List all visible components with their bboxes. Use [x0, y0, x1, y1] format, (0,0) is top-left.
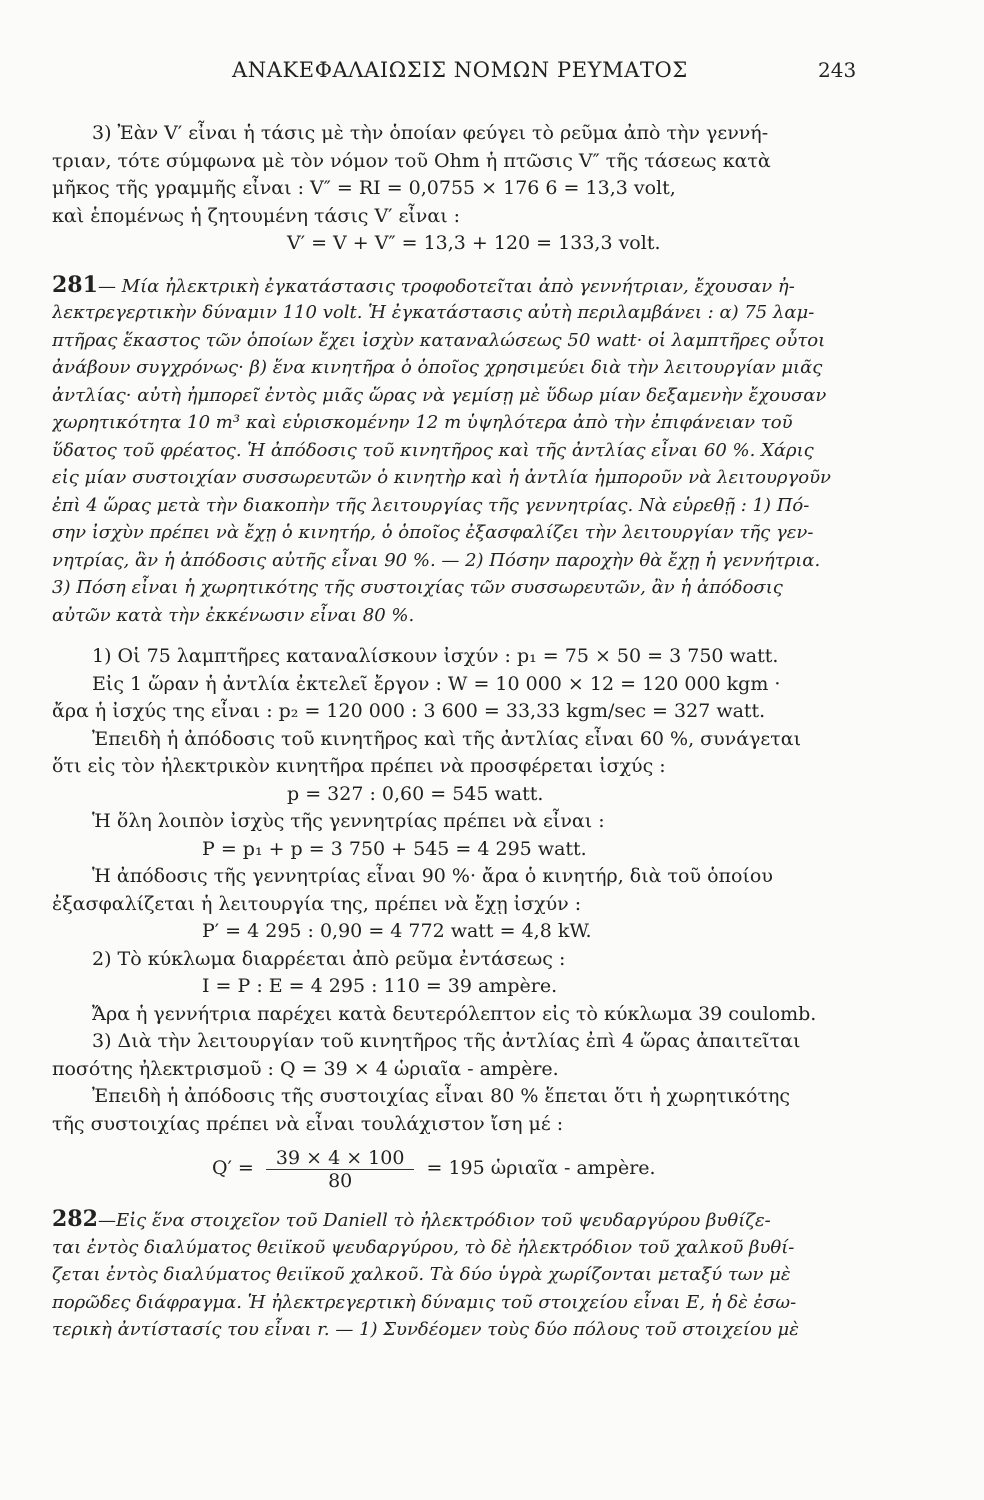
text-line: Ἡ ὅλη λοιπὸν ἰσχὺς τῆς γεννητρίας πρέπει νὰ εἶναι :	[92, 810, 605, 832]
fraction	[266, 1147, 415, 1192]
equation-line: P′ = 4 295 : 0,90 = 4 772 watt = 4,8 kW.	[202, 920, 592, 942]
text-line: αὐτῶν κατὰ τὴν ἐκκένωσιν εἶναι 80 %.	[52, 604, 415, 626]
text-line: — Μία ἠλεκτρικὴ ἐγκατάστασις τροφοδοτεῖται ἀπὸ γεννήτριαν, ἔχουσαν ἠ-	[97, 275, 795, 297]
text-line: πορῶδες διάφραγμα. Ἡ ἠλεκτρεγερτικὴ δύναμις τοῦ στοιχείου εἶναι Ε, ἡ δὲ ἐσω-	[52, 1291, 797, 1313]
text-line: —Εἰς ἕνα στοιχεῖον τοῦ Daniell τὸ ἠλεκτρόδιον τοῦ ψευδαργύρου βυθίζε-	[97, 1210, 771, 1231]
solution-281	[52, 643, 937, 1198]
text-line: ἐπὶ 4 ὥρας μετὰ τὴν διακοπὴν τῆς λειτουργίας τῆς γεννητρίας. Νὰ εὑρεθῇ : 1) Πό-	[52, 494, 810, 516]
text-line: Ἄρα ἡ γεννήτρια παρέχει κατὰ δευτερόλεπτον εἰς τὸ κύκλωμα 39 coulomb.	[92, 1002, 817, 1025]
text-line: Ἐπειδὴ ἡ ἀπόδοσις τοῦ κινητῆρος καὶ τῆς ἀντλίας εἶναι 60 %, συνάγεται	[92, 727, 802, 750]
text-line: 3) Διὰ τὴν λειτουργίαν τοῦ κινητῆρος τῆς ἀντλίας ἐπὶ 4 ὥρας ἀπαιτεῖται	[92, 1030, 801, 1052]
text-line: νητρίας, ἂν ἡ ἀπόδοσις αὐτῆς εἶναι 90 %. — 2) Πόσην παροχὴν θὰ ἔχῃ ἡ γεννήτρια.	[52, 549, 821, 571]
text-line: λεκτρεγερτικὴν δύναμιν 110 volt. Ἡ ἐγκατάστασις αὐτὴ περιλαμβάνει : α) 75 λαμ-	[52, 302, 815, 323]
equation-line: P = p₁ + p = 3 750 + 545 = 4 295 watt.	[202, 837, 587, 860]
problem-282	[52, 1206, 937, 1344]
text-line: πτῆρας ἕκαστος τῶν ὁποίων ἔχει ἰσχὺν καταναλώσεως 50 watt· οἱ λαμπτῆρες οὗτοι	[52, 329, 826, 351]
text-line: μῆκος τῆς γραμμῆς εἶναι : V″ = RI = 0,0755 × 176 6 = 13,3 volt,	[52, 177, 676, 199]
body-text	[52, 120, 937, 1344]
fraction-lhs: Q′ =	[212, 1157, 254, 1179]
text-line: ἀντλίας· αὐτὴ ἠμπορεῖ ἐντὸς μιᾶς ὥρας νὰ γεμίσῃ μὲ ὕδωρ μίαν δεξαμενὴν ἔχουσαν	[52, 384, 827, 406]
problem-number: 282	[52, 1206, 98, 1232]
text-line: τερικὴ ἀντίστασίς του εἶναι r. — 1) Συνδέομεν τοὺς δύο πόλους τοῦ στοιχείου μὲ	[52, 1319, 799, 1340]
running-header	[0, 58, 984, 90]
text-line: 2) Τὸ κύκλωμα διαρρέεται ἀπὸ ρεῦμα ἐντάσεως :	[92, 947, 566, 970]
text-line: ὕδατος τοῦ φρέατος. Ἡ ἀπόδοσις τοῦ κινητῆρος καὶ τῆς ἀντλίας εἶναι 60 %. Χάρις	[52, 439, 814, 461]
text-line: 3) Ἐὰν V′ εἶναι ἡ τάσις μὲ τὴν ὁποίαν φεύγει τὸ ρεῦμα ἀπὸ τὴν γεννή-	[92, 122, 769, 144]
text-line: ὅτι εἰς τὸν ἠλεκτρικὸν κινητῆρα πρέπει νὰ προσφέρεται ἰσχύς :	[52, 755, 666, 777]
page-number: 243	[818, 58, 857, 82]
text-line: ποσότης ἠλεκτρισμοῦ : Q = 39 × 4 ὡριαῖα - ampère.	[52, 1057, 559, 1080]
text-line: ἄρα ἡ ἰσχύς της εἶναι : p₂ = 120 000 : 3 600 = 33,33 kgm/sec = 327 watt.	[52, 700, 766, 722]
text-line: ζεται ἐντὸς διαλύματος θειϊκοῦ χαλκοῦ. Τὰ δύο ὑγρὰ χωρίζονται μεταξύ των μὲ	[52, 1264, 791, 1285]
text-line: ται ἐντὸς διαλύματος θειϊκοῦ ψευδαργύρου, τὸ δὲ ἠλεκτρόδιον τοῦ χαλκοῦ βυθί-	[52, 1236, 795, 1258]
fraction-equation	[52, 1138, 937, 1198]
text-line: εἰς μίαν συστοιχίαν συσσωρευτῶν ὁ κινητὴρ καὶ ἡ ἀντλία ἠμποροῦν νὰ λειτουργοῦν	[52, 467, 831, 488]
header-title: ΑΝΑΚΕΦΑΛΑΙΩΣΙΣ ΝΟΜΩΝ ΡΕΥΜΑΤΟΣ	[232, 58, 688, 82]
equation-line: I = P : E = 4 295 : 110 = 39 ampère.	[202, 975, 558, 997]
text-line: ἀνάβουν συγχρόνως· β) ἕνα κινητῆρα ὁ ὁποῖος χρησιμεύει διὰ τὴν λειτουργίαν μιᾶς	[52, 357, 823, 378]
problem-number: 281	[52, 271, 98, 298]
fraction-rhs: = 195 ὡριαῖα - ampère.	[426, 1157, 656, 1179]
text-line: 3) Πόση εἶναι ἡ χωρητικότης τῆς συστοιχίας τῶν συσσωρευτῶν, ἂν ἡ ἀπόδοσις	[52, 577, 783, 598]
fraction-numerator: 39 × 4 × 100	[266, 1147, 415, 1170]
text-line: σην ἰσχὺν πρέπει νὰ ἔχῃ ὁ κινητήρ, ὁ ὁποῖος ἐξασφαλίζει τὴν λειτουργίαν τῆς γεν-	[52, 522, 814, 543]
text-line: τῆς συστοιχίας πρέπει νὰ εἶναι τουλάχιστον ἴση μέ :	[52, 1112, 564, 1135]
section-3-answer	[52, 120, 937, 258]
text-line: Ἐπειδὴ ἡ ἀπόδοσις τῆς συστοιχίας εἶναι 80 % ἕπεται ὅτι ἡ χωρητικότης	[92, 1085, 791, 1107]
problem-281	[52, 272, 937, 630]
text-line: καὶ ἑπομένως ἡ ζητουμένη τάσις V′ εἶναι :	[52, 204, 461, 227]
text-line: χωρητικότητα 10 m³ καὶ εὑρισκομένην 12 m ὑψηλότερα ἀπὸ τὴν ἐπιφάνειαν τοῦ	[52, 412, 793, 433]
text-line: τριαν, τότε σύμφωνα μὲ τὸν νόμον τοῦ Ohm ἡ πτῶσις V″ τῆς τάσεως κατὰ	[52, 149, 771, 172]
fraction-denominator: 80	[328, 1169, 353, 1192]
text-line: ἐξασφαλίζεται ἡ λειτουργία της, πρέπει νὰ ἔχῃ ἰσχύν :	[52, 892, 582, 915]
text-line: Ἡ ἀπόδοσις τῆς γεννητρίας εἶναι 90 %· ἄρα ὁ κινητήρ, διὰ τοῦ ὁποίου	[92, 865, 773, 887]
equation-line: p = 327 : 0,60 = 545 watt.	[287, 782, 544, 805]
text-line: 1) Οἱ 75 λαμπτῆρες καταναλίσκουν ἰσχύν : p₁ = 75 × 50 = 3 750 watt.	[92, 645, 779, 667]
text-line: Εἰς 1 ὥραν ἡ ἀντλία ἐκτελεῖ ἔργον : W = 10 000 × 12 = 120 000 kgm ·	[92, 672, 781, 695]
equation-line: V′ = V + V″ = 13,3 + 120 = 133,3 volt.	[287, 232, 661, 254]
